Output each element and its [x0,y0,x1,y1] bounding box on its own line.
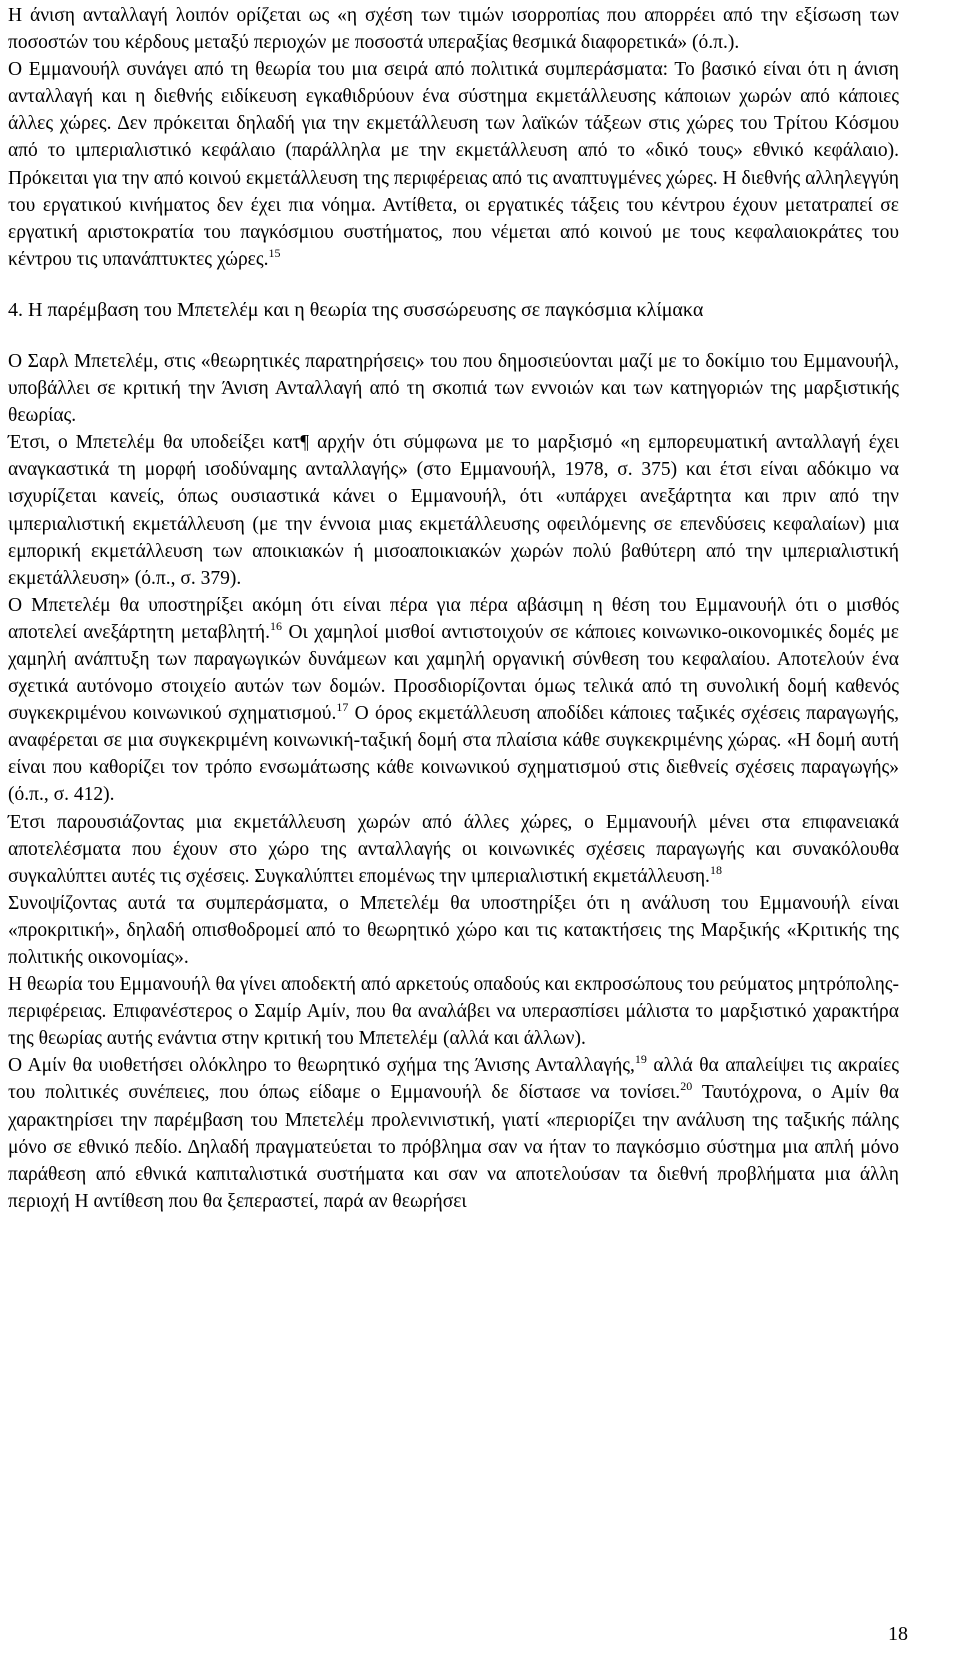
paragraph-text: Ο Εμμανουήλ συνάγει από τη θεωρία του μια σειρά από πολιτικά συμπεράσματα: Το βασικό είναι ότι η άνιση ανταλλαγή και η διεθνής ειδίκευση εγκαθιδρύουν ένα σύστημα εκμετάλλευσης κάποιων χωρών από κάποιες άλλες χώρες. Δεν πρόκειται δηλαδή για την εκμετάλλευση των λαϊκών τάξεων στις χώρες του Τρίτου Κόσμου από το ιμπεριαλιστικό κεφάλαιο (παράλληλα με την εκμετάλλευση από το «δικό τους» εθνικό κεφάλαιο). Πρόκειται για την από κοινού εκμετάλλευση της περιφέρειας από τις αναπτυγμένες χώρες. Η διεθνής αλληλεγγύη του εργατικού κινήματος δεν έχει πια νόημα. Αντίθετα, οι εργατικές τάξεις του κέντρου έχουν μετατραπεί σε εργατική αριστοκρατία του παγκόσμιου συστήματος, που νέμεται από κοινού με τους κεφαλαιοκράτες του κέντρου τις υπανάπτυκτες χώρες. [8,59,899,270]
paragraph-text: Ο Μπετελέμ θα υποστηρίξει ακόμη ότι είναι πέρα για πέρα αβάσιμη η θέση του Εμμανουήλ ότι ο μισθός αποτελεί ανεξάρτητη μεταβλητή. [8,594,899,643]
paragraph-emmanuel-conclusions [8,56,899,273]
footnote-ref: 20 [680,1079,693,1094]
paragraph-equivalent-exchange [8,429,899,592]
paragraph-wage-variable [8,592,899,809]
paragraph-text: Ταυτόχρονα, ο Αμίν θα χαρακτηρίσει την παρέμβαση του Μπετελέμ προλενινιστική, γιατί «περιορίζει την ανάλυση της ταξικής πάλης μόνο σε εθνικό πεδίο. Δηλαδή πραγματεύεται το πρόβλημα σαν να ήταν το παγκόσμιο σύστημα μια απλή μόνο παράθεση από εθνικά καπιταλιστικά συστήματα και σαν να αποτελούσαν τα διεθνή προβλήματα μια άλλη περιοχή Η αντίθεση που θα ξεπεραστεί, παρά αν θεωρήσει [8,1082,899,1212]
footnote-ref: 17 [336,700,349,715]
paragraph-bettelheim-critique [8,348,899,429]
footnote-ref: 16 [269,618,282,633]
footnote-ref: 15 [268,245,281,260]
paragraph-text: Η άνιση ανταλλαγή λοιπόν ορίζεται ως «η σχέση των τιμών ισορροπίας που απορρέει από την εξίσωση των ποσοστών του κέρδους μεταξύ περιοχών με ποσοστά υπεραξίας θεσμικά διαφορετικά» (ό.π.). [8,5,899,54]
paragraph-text: Οι χαμηλοί μισθοί αντιστοιχούν σε κάποιες κοινωνικο-οικονομικές δομές με χαμηλή ανάπτυξη των παραγωγικών δυνάμεων και χαμηλή οργανική σύνθεση του κεφαλαίου. Αποτελούν ένα σχετικά αυτόνομο στοιχείο αυτών των δομών. Προσδιορίζονται όμως τελικά από τη συνολική δομή καθενός συγκεκριμένου κοινωνικού σχηματισμού. [8,621,899,725]
paragraph-text: Έτσι, ο Μπετελέμ θα υποδείξει κατ¶ αρχήν ότι σύμφωνα με το μαρξισμό «η εμπορευματική ανταλλαγή έχει αναγκαστικά τη μορφή ισοδύναμης ανταλλαγής» (στο Εμμανουήλ, 1978, σ. 375) και έτσι είναι αδόκιμο να ισχυρίζεται κανείς, όπως ουσιαστικά κάνει ο Εμμανουήλ, ότι «υπάρχει ανεξάρτητα και πριν από την ιμπεριαλιστική εκμετάλλευση (με την έννοια μιας εκμετάλλευσης οφειλόμενης σε επενδύσεις κεφαλαίων) μια εμπορική εκμετάλλευση των αποικιακών ή μισοαποικιακών χωρών πολύ βαθύτερη από την ιμπεριαλιστική εκμετάλλευση» (ό.π., σ. 379). [8,432,899,589]
paragraph-precritical-analysis [8,890,899,971]
paragraph-text: Ο Αμίν θα υιοθετήσει ολόκληρο το θεωρητικό σχήμα της Άνισης Ανταλλαγής, [8,1055,635,1077]
footnote-ref: 18 [709,862,722,877]
paragraph-amin-adoption [8,971,899,1052]
document-page [8,2,899,1215]
footnote-ref: 19 [634,1052,647,1067]
paragraph-concealed-exploitation [8,809,899,890]
paragraph-text: Η θεωρία του Εμμανουήλ θα γίνει αποδεκτή από αρκετούς οπαδούς και εκπροσώπους του ρεύματος μητρόπολης-περιφέρειας. Επιφανέστερος ο Σαμίρ Αμίν, που θα αναλάβει να υπερασπίσει μάλιστα το μαρξιστικό χαρακτήρα της θεωρίας αυτής ενάντια στην κριτική του Μπετελέμ (αλλά και άλλων). [8,974,899,1050]
paragraph-unequal-exchange-definition [8,2,899,56]
paragraph-text: Ο Σαρλ Μπετελέμ, στις «θεωρητικές παρατηρήσεις» του που δημοσιεύονται μαζί με το δοκίμιο του Εμμανουήλ, υποβάλλει σε κριτική την Άνιση Ανταλλαγή από τη σκοπιά των εννοιών και των κατηγοριών της μαρξιστικής θεωρίας. [8,350,899,427]
paragraph-text: Έτσι παρουσιάζοντας μια εκμετάλλευση χωρών από άλλες χώρες, ο Εμμανουήλ μένει στα επιφανειακά αποτελέσματα που έχουν στο χώρο της ανταλλαγής οι κοινωνικές σχέσεις παραγωγής και συνακόλουθα συγκαλύπτει αυτές τις σχέσεις. Συγκαλύπτει επομένως την ιμπεριαλιστική εκμετάλλευση. [8,811,899,887]
paragraph-text: Συνοψίζοντας αυτά τα συμπεράσματα, ο Μπετελέμ θα υποστηρίξει ότι η ανάλυση του Εμμανουήλ είναι «προκριτική», δηλαδή οπισθοδρομεί από το θεωρητικό χώρο και τις κατακτήσεις της Μαρξικής «Κριτικής της πολιτικής οικονομίας». [8,892,899,968]
paragraph-text: Ο όρος εκμετάλλευση αποδίδει κάποιες ταξικές σχέσεις παραγωγής, αναφέρεται σε μια συγκεκριμένη κοινωνική-ταξική δομή στα πλαίσια κάθε συγκεκριμένης χώρας. «Η δομή αυτή είναι που καθορίζει τον τρόπο ενσωμάτωσης κάθε κοινωνικού σχηματισμού στις διεθνείς σχέσεις παραγωγής» (ό.π., σ. 412). [8,703,899,806]
page-number: 18 [888,1623,908,1645]
paragraph-text: αλλά θα απαλείψει τις ακραίες του πολιτικές συνέπειες, που όπως είδαμε ο Εμμανουήλ δε δίστασε να τονίσει. [8,1055,899,1104]
section-heading: 4. Η παρέμβαση του Μπετελέμ και η θεωρία της συσσώρευσης σε παγκόσμια κλίμακα [8,298,704,321]
paragraph-amin-critique [8,1052,899,1215]
